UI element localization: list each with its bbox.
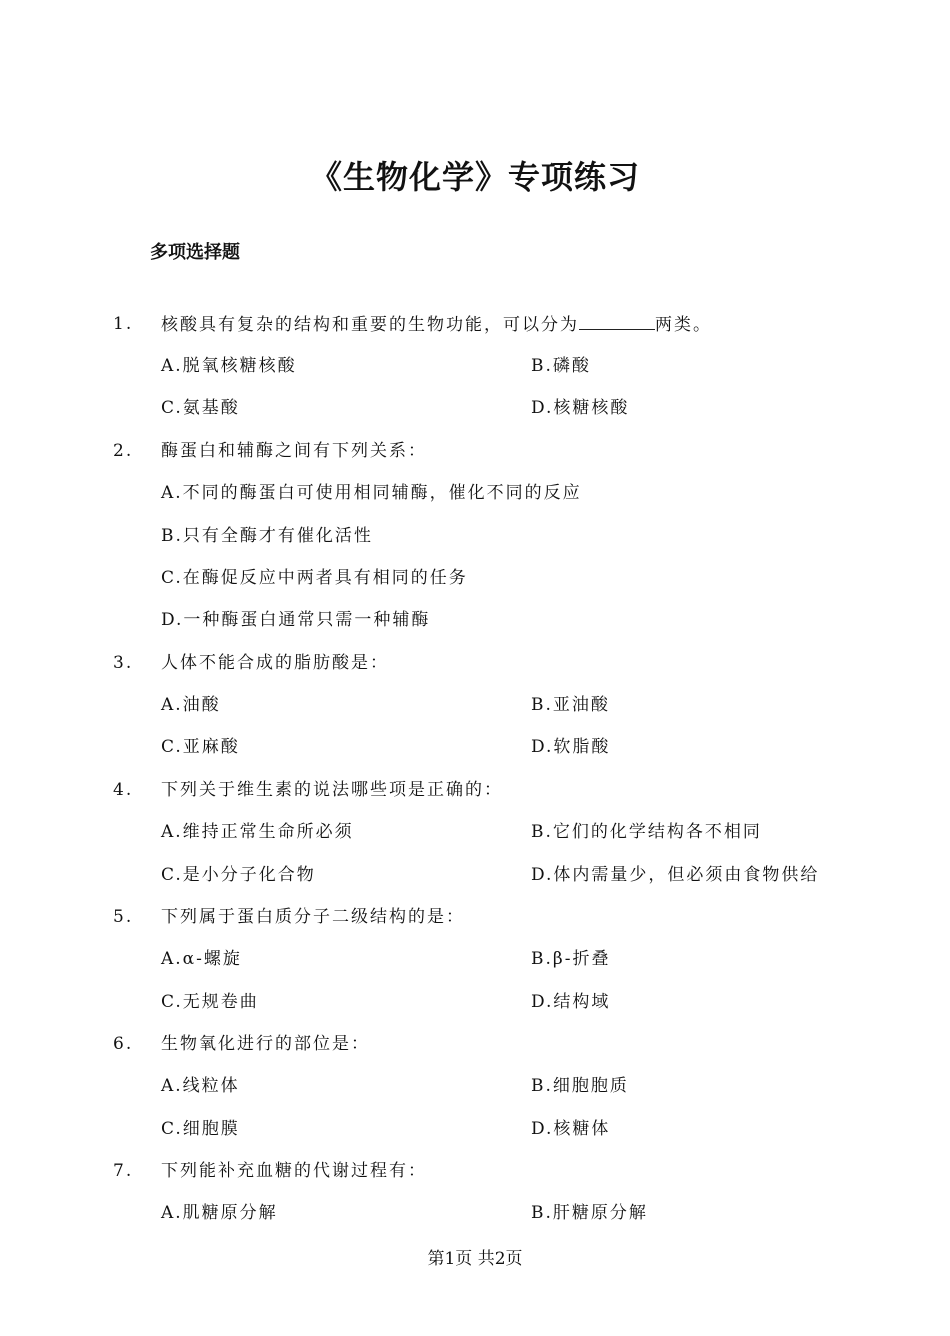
question-text: 人体不能合成的脂肪酸是： [161, 653, 389, 673]
option-c: C.细胞膜 [161, 1119, 240, 1139]
option-a: A.线粒体 [161, 1076, 240, 1096]
option-a: A.脱氧核糖核酸 [161, 356, 297, 376]
question-number: 6. [113, 1034, 134, 1054]
question-number: 4. [113, 780, 134, 800]
option-d: D.软脂酸 [531, 737, 611, 757]
question-number: 7. [113, 1161, 134, 1181]
option-c: C.无规卷曲 [161, 992, 259, 1012]
option-b: B.它们的化学结构各不相同 [531, 822, 762, 842]
question-number: 2. [113, 441, 134, 461]
option-c: C.氨基酸 [161, 398, 240, 418]
question-number: 1. [113, 314, 134, 334]
option-b: B.β-折叠 [531, 949, 611, 969]
option-d: D.结构域 [531, 992, 611, 1012]
question-text: 下列属于蛋白质分子二级结构的是： [161, 907, 465, 927]
question-text: 酶蛋白和辅酶之间有下列关系： [161, 441, 427, 461]
option-b: B.细胞胞质 [531, 1076, 629, 1096]
section-heading: 多项选择题 [150, 242, 240, 263]
question-text: 下列能补充血糖的代谢过程有： [161, 1161, 427, 1181]
option-c: C.是小分子化合物 [161, 865, 316, 885]
option-d: D.一种酶蛋白通常只需一种辅酶 [161, 610, 431, 630]
page-title: 《生物化学》专项练习 [309, 158, 640, 196]
question-text: 下列关于维生素的说法哪些项是正确的： [161, 780, 503, 800]
option-b: B.肝糖原分解 [531, 1203, 648, 1223]
option-a: A.维持正常生命所必须 [161, 822, 354, 842]
question-text: 生物氧化进行的部位是： [161, 1034, 370, 1054]
option-b: B.只有全酶才有催化活性 [161, 526, 373, 546]
fill-blank [579, 313, 655, 330]
option-a: A.α-螺旋 [161, 949, 242, 969]
question-text: 核酸具有复杂的结构和重要的生物功能，可以分为 两类。 [161, 315, 712, 335]
question-number: 3. [113, 653, 134, 673]
option-b: B.亚油酸 [531, 695, 610, 715]
option-d: D.体内需量少，但必须由食物供给 [531, 865, 820, 885]
option-c: C.亚麻酸 [161, 737, 240, 757]
option-a: A.油酸 [161, 695, 221, 715]
option-a: A.肌糖原分解 [161, 1203, 278, 1223]
option-b: B.磷酸 [531, 356, 591, 376]
question-number: 5. [113, 907, 134, 927]
option-d: D.核糖体 [531, 1119, 611, 1139]
page-footer: 第1页 共2页 [427, 1249, 523, 1269]
option-c: C.在酶促反应中两者具有相同的任务 [161, 568, 468, 588]
option-a: A.不同的酶蛋白可使用相同辅酶，催化不同的反应 [161, 483, 582, 503]
option-d: D.核糖核酸 [531, 398, 630, 418]
